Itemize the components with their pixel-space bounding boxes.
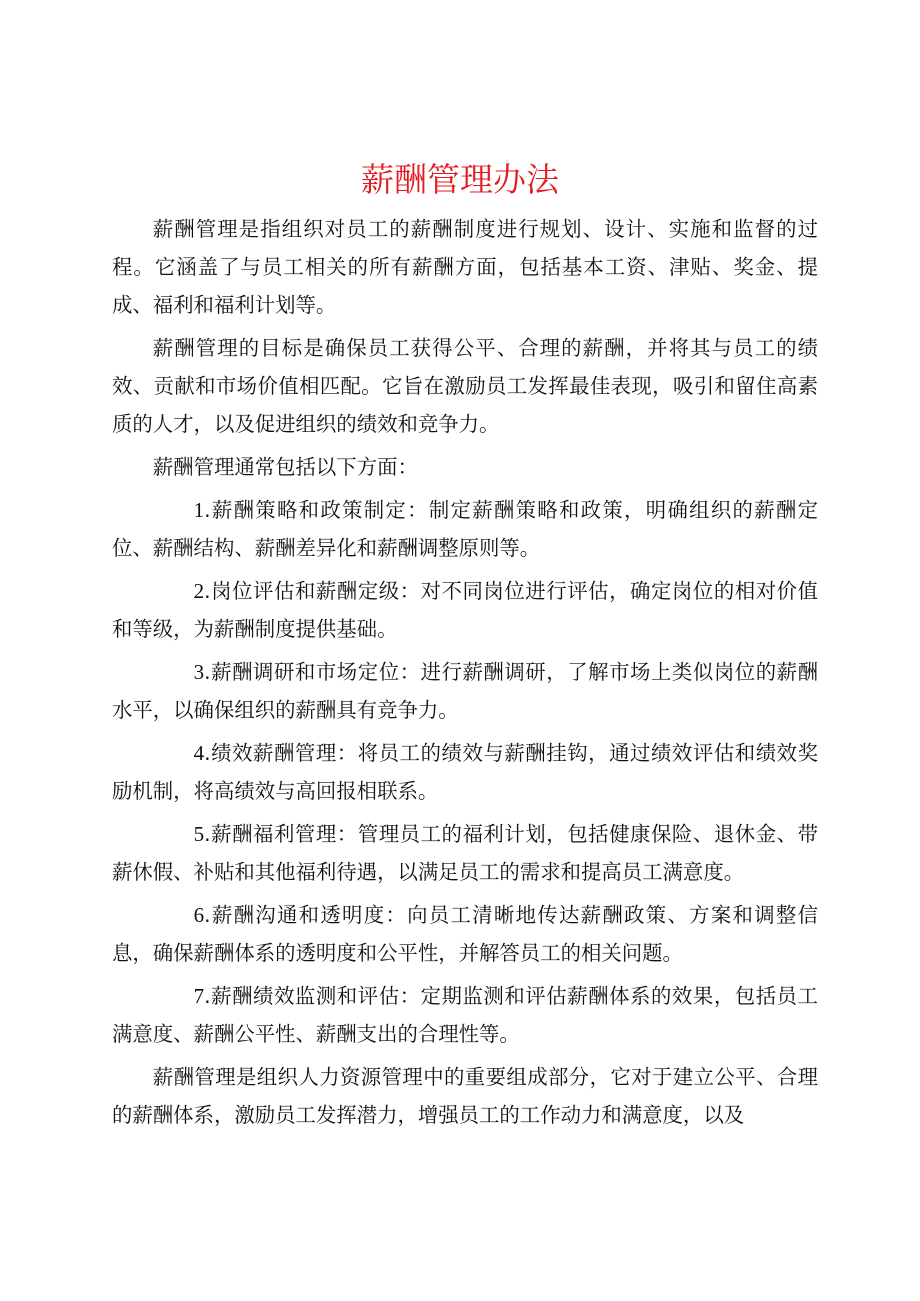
list-item-text: .薪酬福利管理：管理员工的福利计划，包括健康保险、退休金、带薪休假、补贴和其他福利待遇，以满足员工的需求和提高员工满意度。 — [112, 822, 818, 884]
closing-paragraph: 薪酬管理是组织人力资源管理中的重要组成部分，它对于建立公平、合理的薪酬体系，激励员工发挥潜力，增强员工的工作动力和满意度，以及 — [112, 1065, 818, 1127]
list-item-number: 1 — [193, 498, 205, 522]
list-item-number: 7 — [193, 984, 205, 1008]
list-item-text: .薪酬策略和政策制定：制定薪酬策略和政策，明确组织的薪酬定位、薪酬结构、薪酬差异化和薪酬调整原则等。 — [112, 498, 818, 560]
list-item-number: 6 — [193, 903, 205, 927]
list-item-text: .绩效薪酬管理：将员工的绩效与薪酬挂钩，通过绩效评估和绩效奖励机制，将高绩效与高回报相联系。 — [112, 741, 818, 803]
list-item — [112, 977, 818, 1053]
list-item-number: 2 — [193, 579, 205, 603]
list-item — [112, 815, 818, 891]
list-item-number: 4 — [193, 741, 205, 765]
intro-paragraph: 薪酬管理是指组织对员工的薪酬制度进行规划、设计、实施和监督的过程。它涵盖了与员工相关的所有薪酬方面，包括基本工资、津贴、奖金、提成、福利和福利计划等。 — [112, 217, 818, 317]
aspects-heading-paragraph: 薪酬管理通常包括以下方面： — [152, 455, 418, 479]
list-item-text: .薪酬绩效监测和评估：定期监测和评估薪酬体系的效果，包括员工满意度、薪酬公平性、薪酬支出的合理性等。 — [112, 984, 818, 1046]
list-item-number: 3 — [193, 660, 205, 684]
list-item — [112, 734, 818, 810]
list-item-text: .薪酬沟通和透明度：向员工清晰地传达薪酬政策、方案和调整信息，确保薪酬体系的透明度和公平性，并解答员工的相关问题。 — [112, 903, 818, 965]
list-item — [112, 653, 818, 729]
list-item — [112, 572, 818, 648]
list-item-text: .薪酬调研和市场定位：进行薪酬调研，了解市场上类似岗位的薪酬水平，以确保组织的薪酬具有竞争力。 — [112, 660, 818, 722]
list-item-text: .岗位评估和薪酬定级：对不同岗位进行评估，确定岗位的相对价值和等级，为薪酬制度提供基础。 — [112, 579, 818, 641]
document-body — [112, 210, 818, 1134]
document-title: 薪酬管理办法 — [361, 160, 559, 199]
list-item — [112, 491, 818, 567]
list-item-number: 5 — [193, 822, 205, 846]
goal-paragraph: 薪酬管理的目标是确保员工获得公平、合理的薪酬，并将其与员工的绩效、贡献和市场价值相匹配。它旨在激励员工发挥最佳表现，吸引和留住高素质的人才，以及促进组织的绩效和竞争力。 — [112, 336, 818, 436]
list-item — [112, 896, 818, 972]
